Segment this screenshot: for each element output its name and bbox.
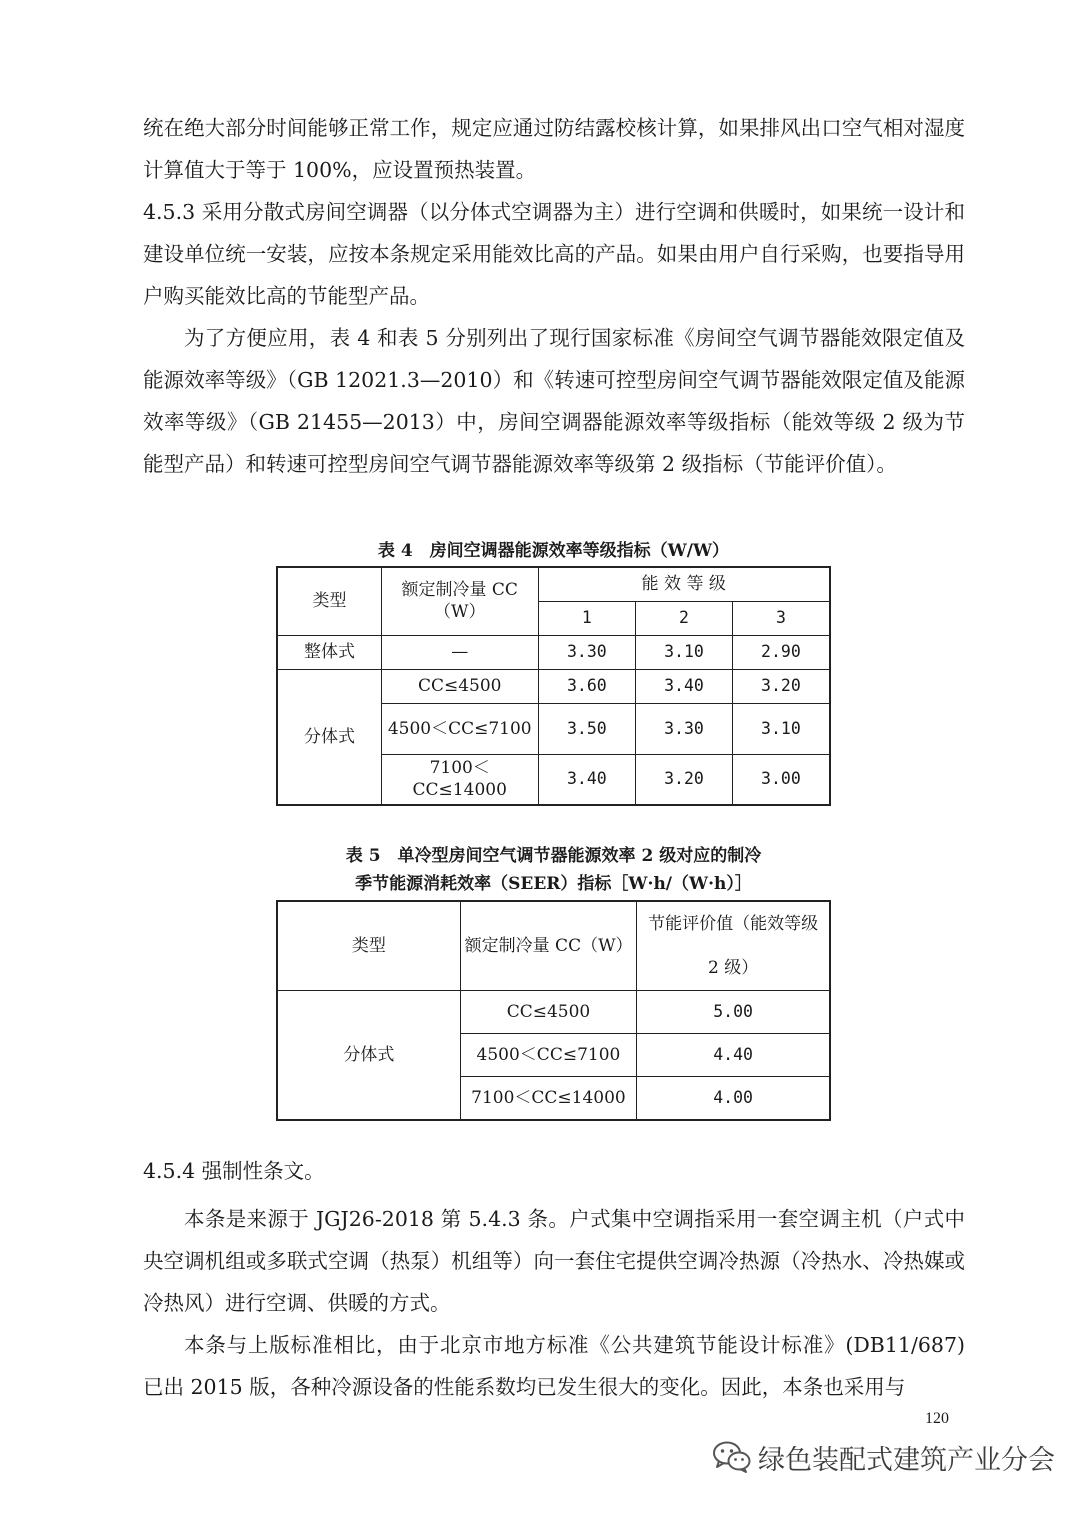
- table4-cell-value: 3.10: [636, 635, 733, 669]
- paragraph-comparison: 本条与上版标准相比，由于北京市地方标准《公共建筑节能设计标准》(DB11/687) 已出 2015 版，各种冷源设备的性能系数均已发生很大的变化。因此，本条也采用与: [143, 1333, 965, 1399]
- paragraph-4-5-4: 4.5.4 强制性条文。: [143, 1159, 325, 1183]
- watermark: [712, 1433, 1055, 1481]
- table4-cell-capacity: CC≤4500: [381, 669, 538, 703]
- wechat-icon: [712, 1440, 752, 1474]
- table5-cell-capacity: 4500＜CC≤7100: [460, 1034, 637, 1077]
- table4-cell-type: 整体式: [277, 635, 381, 669]
- watermark-text: 绿色装配式建筑产业分会: [758, 1444, 1055, 1476]
- table4-header-grade-3: 3: [732, 601, 830, 635]
- paragraph-source: 本条是来源于 JGJ26-2018 第 5.4.3 条。户式集中空调指采用一套空调主机（户式中央空调机组或多联式空调（热泵）机组等）向一套住宅提供空调冷热源（冷热水、冷热媒或冷热风）进行空调、供暖的方式。: [143, 1207, 965, 1315]
- table5: [276, 900, 831, 1121]
- table4-cell-value: 3.30: [636, 703, 733, 754]
- table-row: [277, 635, 830, 669]
- table5-caption-line2: 季节能源消耗效率（SEER）指标［W·h/（W·h）］: [355, 874, 752, 894]
- table4-cell-value: 3.10: [732, 703, 830, 754]
- table4-cell-value: 3.60: [538, 669, 636, 703]
- table4-cell-capacity: —: [381, 635, 538, 669]
- table4-cell-value: 3.40: [636, 669, 733, 703]
- table4-cell-value: 3.20: [636, 754, 733, 805]
- table5-cell-capacity: 7100＜CC≤14000: [460, 1077, 637, 1120]
- table-row: [277, 991, 830, 1034]
- table5-header-capacity: 额定制冷量 CC（W）: [460, 901, 637, 991]
- page-number: 120: [925, 1410, 949, 1427]
- table4-cell-value: 2.90: [732, 635, 830, 669]
- paragraph-explanation: 为了方便应用，表 4 和表 5 分别列出了现行国家标准《房间空气调节器能效限定值及能源效率等级》（GB 12021.3—2010）和《转速可控型房间空气调节器能效限定值及能源效率等级》（GB 21455—2013）中，房间空调器能源效率等级指标（能效等级 2 级为节能型产品）和转速可控型房间空气调节器能源效率等级第 2 级指标（节能评价值）。: [143, 326, 965, 476]
- table4-cell-value: 3.20: [732, 669, 830, 703]
- table5-cell-value: 4.40: [637, 1034, 830, 1077]
- table5-cell-type: 分体式: [277, 991, 460, 1120]
- table5-header-type: 类型: [277, 901, 460, 991]
- table4-header-type: 类型: [277, 567, 381, 635]
- table4-cell-value: 3.00: [732, 754, 830, 805]
- table4-cell-value: 3.30: [538, 635, 636, 669]
- table5-caption-line1: 表 5 单冷型房间空气调节器能源效率 2 级对应的制冷: [345, 846, 762, 866]
- table-row: [277, 669, 830, 703]
- table4: [276, 566, 831, 806]
- table4-cell-value: 3.40: [538, 754, 636, 805]
- table5-header-value: 节能评价值（能效等级 2 级）: [637, 901, 830, 991]
- table4-header-grade: 能 效 等 级: [538, 567, 830, 601]
- table4-caption: 表 4 房间空调器能源效率等级指标（W/W）: [377, 541, 730, 561]
- table5-cell-capacity: CC≤4500: [460, 991, 637, 1034]
- table4-cell-value: 3.50: [538, 703, 636, 754]
- paragraph-4-5-3: 4.5.3 采用分散式房间空调器（以分体式空调器为主）进行空调和供暖时，如果统一设计和建设单位统一安装，应按本条规定采用能效比高的产品。如果由用户自行采购，也要指导用户购买能效比高的节能型产品。: [143, 200, 965, 308]
- table4-header-capacity: 额定制冷量 CC（W）: [381, 567, 538, 635]
- table5-cell-value: 5.00: [637, 991, 830, 1034]
- paragraph-continuation: 统在绝大部分时间能够正常工作，规定应通过防结露校核计算，如果排风出口空气相对湿度计算值大于等于 100%，应设置预热装置。: [143, 116, 965, 182]
- table4-cell-capacity: 7100＜CC≤14000: [381, 754, 538, 805]
- table4-header-grade-2: 2: [636, 601, 733, 635]
- table4-cell-capacity: 4500＜CC≤7100: [381, 703, 538, 754]
- table5-cell-value: 4.00: [637, 1077, 830, 1120]
- table4-cell-type: 分体式: [277, 669, 381, 805]
- table4-header-grade-1: 1: [538, 601, 636, 635]
